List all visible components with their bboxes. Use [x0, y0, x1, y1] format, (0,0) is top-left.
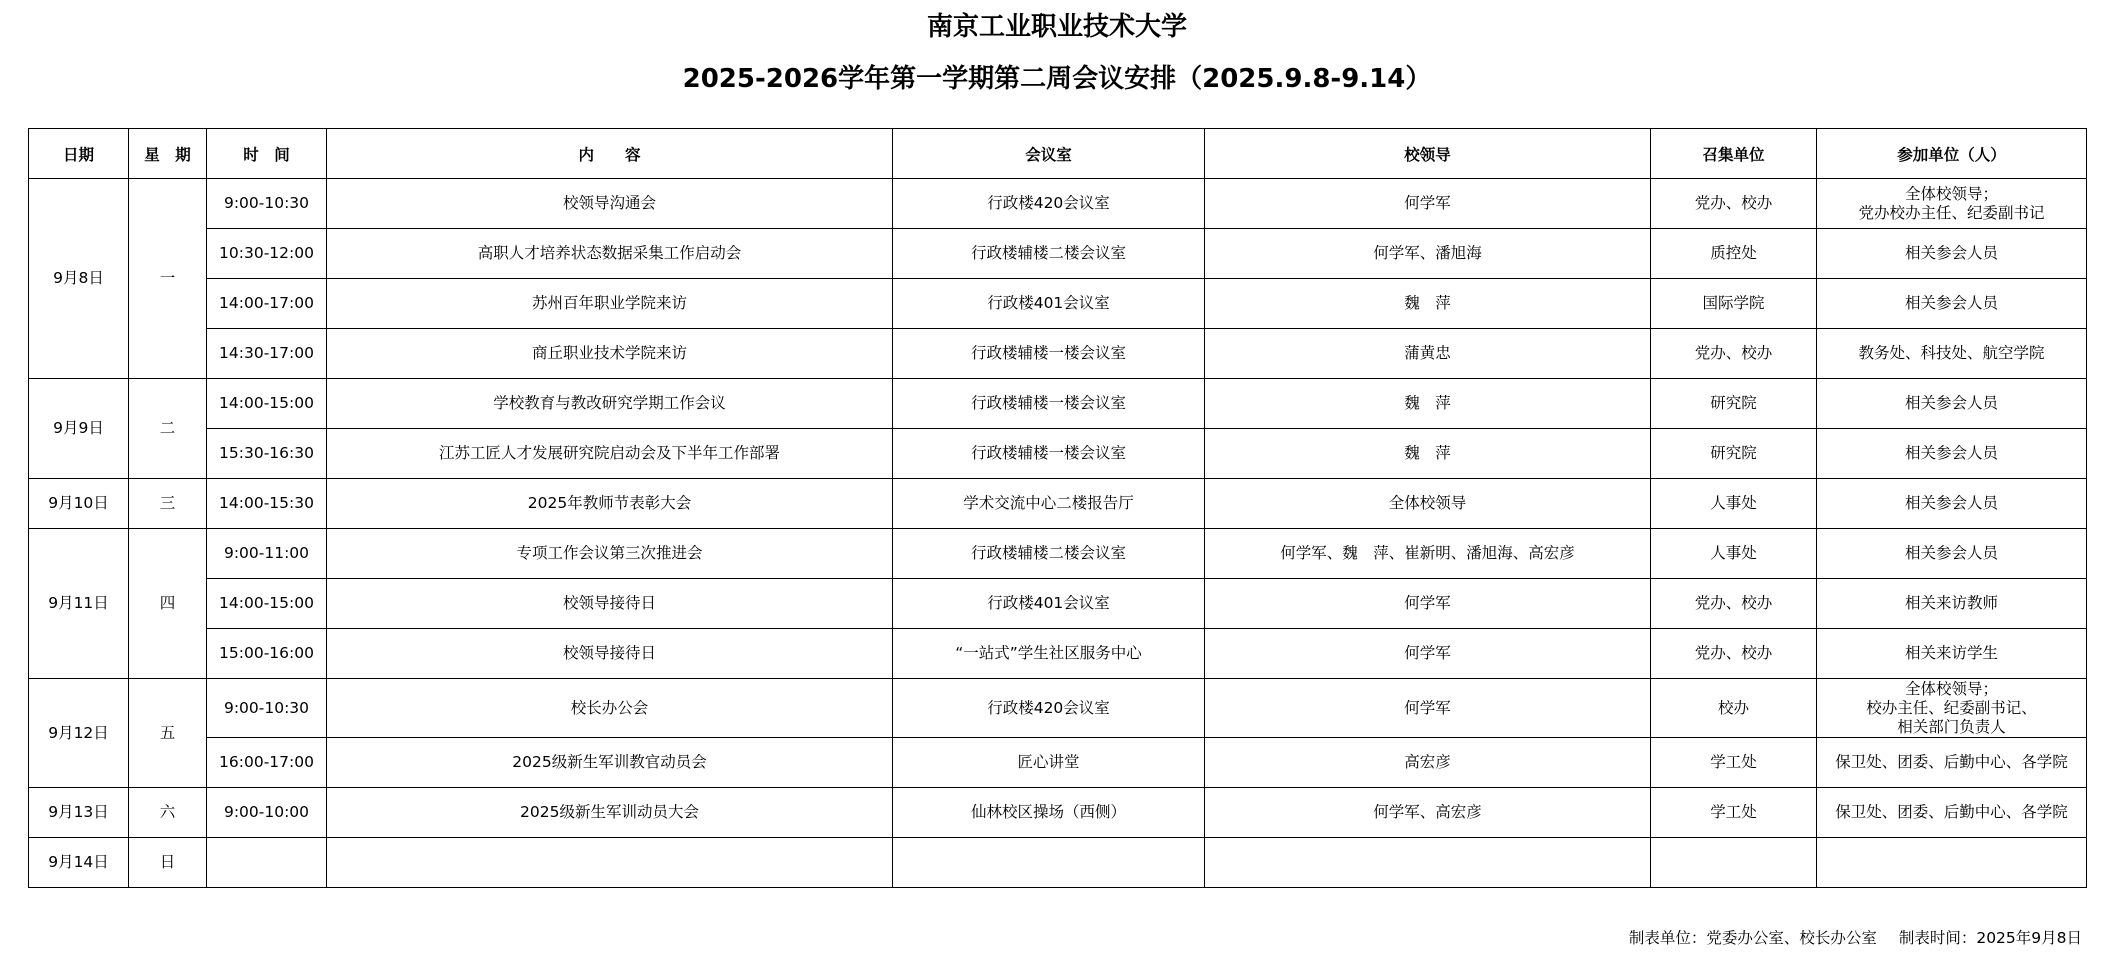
- table-row: [29, 229, 2087, 279]
- attendees-cell: [1817, 738, 2087, 788]
- attendees-cell: [1817, 229, 2087, 279]
- attendees-cell: [1817, 429, 2087, 479]
- time-cell: 9:00-10:00: [207, 788, 327, 838]
- organizer-cell: 学工处: [1651, 738, 1817, 788]
- time-cell: 14:00-15:00: [207, 379, 327, 429]
- weekday-cell: 六: [129, 788, 207, 838]
- content-cell: 专项工作会议第三次推进会: [327, 529, 893, 579]
- leader-cell: 全体校领导: [1205, 479, 1651, 529]
- leader-cell: 高宏彦: [1205, 738, 1651, 788]
- content-cell: 2025年教师节表彰大会: [327, 479, 893, 529]
- organizer-cell: 校办: [1651, 679, 1817, 738]
- attendees-cell: [1817, 679, 2087, 738]
- leader-cell: 魏 萍: [1205, 429, 1651, 479]
- header-attendees: 参加单位（人）: [1817, 129, 2087, 179]
- organizer-cell: 党办、校办: [1651, 579, 1817, 629]
- time-cell: 16:00-17:00: [207, 738, 327, 788]
- organizer-cell: 党办、校办: [1651, 179, 1817, 229]
- room-cell: 行政楼420会议室: [893, 679, 1205, 738]
- attendees-line: 全体校领导；: [1904, 184, 1998, 203]
- attendees-line: 全体校领导；: [1904, 679, 1998, 698]
- leader-cell: 何学军、潘旭海: [1205, 229, 1651, 279]
- leader-cell: 何学军、魏 萍、崔新明、潘旭海、高宏彦: [1205, 529, 1651, 579]
- footer-unit: 制表单位：党委办公室、校长办公室: [1628, 929, 1877, 947]
- content-cell: 校领导接待日: [327, 579, 893, 629]
- organizer-cell: 党办、校办: [1651, 329, 1817, 379]
- attendees-cell: [1817, 329, 2087, 379]
- attendees-cell: [1817, 479, 2087, 529]
- weekday-cell: 五: [129, 679, 207, 788]
- time-cell: 9:00-11:00: [207, 529, 327, 579]
- attendees-line: 相关参会人员: [1904, 394, 1998, 412]
- leader-cell: 何学军、高宏彦: [1205, 788, 1651, 838]
- table-row: [29, 838, 2087, 888]
- time-cell: 15:00-16:00: [207, 629, 327, 679]
- header-content: 内 容: [327, 129, 893, 179]
- leader-cell: [1205, 838, 1651, 888]
- date-cell: 9月11日: [29, 529, 129, 679]
- content-cell: 校领导接待日: [327, 629, 893, 679]
- meeting-schedule-table: [28, 128, 2087, 888]
- table-row: [29, 529, 2087, 579]
- attendees-line: 相关来访学生: [1904, 644, 1998, 662]
- table-row: [29, 629, 2087, 679]
- content-cell: 苏州百年职业学院来访: [327, 279, 893, 329]
- organizer-cell: [1651, 838, 1817, 888]
- attendees-cell: [1817, 379, 2087, 429]
- content-cell: 商丘职业技术学院来访: [327, 329, 893, 379]
- attendees-cell: [1817, 179, 2087, 229]
- organizer-cell: 人事处: [1651, 529, 1817, 579]
- attendees-line: 相关参会人员: [1904, 294, 1998, 312]
- room-cell: 行政楼辅楼二楼会议室: [893, 529, 1205, 579]
- content-cell: 2025级新生军训教官动员会: [327, 738, 893, 788]
- content-cell: 江苏工匠人才发展研究院启动会及下半年工作部署: [327, 429, 893, 479]
- header-date: 日期: [29, 129, 129, 179]
- header-row: [29, 129, 2087, 179]
- weekday-cell: 二: [129, 379, 207, 479]
- leader-cell: 何学军: [1205, 179, 1651, 229]
- attendees-cell: [1817, 579, 2087, 629]
- table-row: [29, 788, 2087, 838]
- table-row: [29, 179, 2087, 229]
- content-cell: 校领导沟通会: [327, 179, 893, 229]
- content-cell: 高职人才培养状态数据采集工作启动会: [327, 229, 893, 279]
- schedule-body: [29, 179, 2087, 888]
- table-row: [29, 429, 2087, 479]
- content-cell: 学校教育与教改研究学期工作会议: [327, 379, 893, 429]
- time-cell: 14:30-17:00: [207, 329, 327, 379]
- room-cell: 仙林校区操场（西侧）: [893, 788, 1205, 838]
- attendees-line: 校办主任、纪委副书记、: [1866, 698, 2037, 717]
- date-cell: 9月14日: [29, 838, 129, 888]
- leader-cell: 何学军: [1205, 679, 1651, 738]
- room-cell: 行政楼辅楼一楼会议室: [893, 429, 1205, 479]
- attendees-cell: [1817, 788, 2087, 838]
- date-cell: 9月10日: [29, 479, 129, 529]
- date-cell: 9月8日: [29, 179, 129, 379]
- weekday-cell: 四: [129, 529, 207, 679]
- time-cell: 14:00-17:00: [207, 279, 327, 329]
- attendees-cell: [1817, 529, 2087, 579]
- table-row: [29, 579, 2087, 629]
- time-cell: 9:00-10:30: [207, 679, 327, 738]
- room-cell: 行政楼辅楼一楼会议室: [893, 329, 1205, 379]
- content-cell: 2025级新生军训动员大会: [327, 788, 893, 838]
- date-cell: 9月13日: [29, 788, 129, 838]
- table-row: [29, 738, 2087, 788]
- time-cell: 14:00-15:30: [207, 479, 327, 529]
- time-cell: 9:00-10:30: [207, 179, 327, 229]
- table-row: [29, 329, 2087, 379]
- room-cell: 匠心讲堂: [893, 738, 1205, 788]
- document-title: 南京工业职业技术大学: [926, 12, 1187, 42]
- content-cell: [327, 838, 893, 888]
- organizer-cell: 研究院: [1651, 429, 1817, 479]
- date-cell: 9月9日: [29, 379, 129, 479]
- room-cell: 行政楼辅楼二楼会议室: [893, 229, 1205, 279]
- room-cell: 行政楼辅楼一楼会议室: [893, 379, 1205, 429]
- organizer-cell: 研究院: [1651, 379, 1817, 429]
- room-cell: [893, 838, 1205, 888]
- leader-cell: 魏 萍: [1205, 279, 1651, 329]
- weekday-cell: 三: [129, 479, 207, 529]
- attendees-line: 保卫处、团委、后勤中心、各学院: [1835, 803, 2068, 821]
- attendees-cell: [1817, 629, 2087, 679]
- footer: [1629, 926, 2082, 948]
- footer-time: 制表时间：2025年9月8日: [1898, 929, 2082, 947]
- attendees-line: 相关部门负责人: [1897, 717, 2006, 736]
- leader-cell: 蒲黄忠: [1205, 329, 1651, 379]
- header-leader: 校领导: [1205, 129, 1651, 179]
- time-cell: [207, 838, 327, 888]
- attendees-line: 相关参会人员: [1904, 444, 1998, 462]
- content-cell: 校长办公会: [327, 679, 893, 738]
- attendees-line: 党办校办主任、纪委副书记: [1858, 203, 2045, 222]
- table-row: [29, 679, 2087, 738]
- attendees-line: 相关参会人员: [1904, 544, 1998, 562]
- leader-cell: 何学军: [1205, 629, 1651, 679]
- weekday-cell: 日: [129, 838, 207, 888]
- room-cell: 行政楼401会议室: [893, 279, 1205, 329]
- weekday-cell: 一: [129, 179, 207, 379]
- date-cell: 9月12日: [29, 679, 129, 788]
- attendees-cell: [1817, 279, 2087, 329]
- table-row: [29, 279, 2087, 329]
- table-row: [29, 479, 2087, 529]
- header-time: 时 间: [207, 129, 327, 179]
- time-cell: 15:30-16:30: [207, 429, 327, 479]
- organizer-cell: 党办、校办: [1651, 629, 1817, 679]
- attendees-line: 相关来访教师: [1904, 594, 1998, 612]
- organizer-cell: 国际学院: [1651, 279, 1817, 329]
- attendees-line: 保卫处、团委、后勤中心、各学院: [1835, 753, 2068, 771]
- time-cell: 10:30-12:00: [207, 229, 327, 279]
- attendees-line: 教务处、科技处、航空学院: [1858, 344, 2045, 362]
- organizer-cell: 人事处: [1651, 479, 1817, 529]
- attendees-line: 相关参会人员: [1904, 244, 1998, 262]
- room-cell: 行政楼420会议室: [893, 179, 1205, 229]
- time-cell: 14:00-15:00: [207, 579, 327, 629]
- document-subtitle: 2025-2026学年第一学期第二周会议安排（2025.9.8-9.14）: [682, 64, 1432, 94]
- room-cell: 行政楼401会议室: [893, 579, 1205, 629]
- header-weekday: 星 期: [129, 129, 207, 179]
- leader-cell: 魏 萍: [1205, 379, 1651, 429]
- organizer-cell: 学工处: [1651, 788, 1817, 838]
- leader-cell: 何学军: [1205, 579, 1651, 629]
- attendees-cell: [1817, 838, 2087, 888]
- attendees-line: 相关参会人员: [1904, 494, 1998, 512]
- header-room: 会议室: [893, 129, 1205, 179]
- organizer-cell: 质控处: [1651, 229, 1817, 279]
- room-cell: “一站式”学生社区服务中心: [893, 629, 1205, 679]
- room-cell: 学术交流中心二楼报告厅: [893, 479, 1205, 529]
- header-organizer: 召集单位: [1651, 129, 1817, 179]
- table-row: [29, 379, 2087, 429]
